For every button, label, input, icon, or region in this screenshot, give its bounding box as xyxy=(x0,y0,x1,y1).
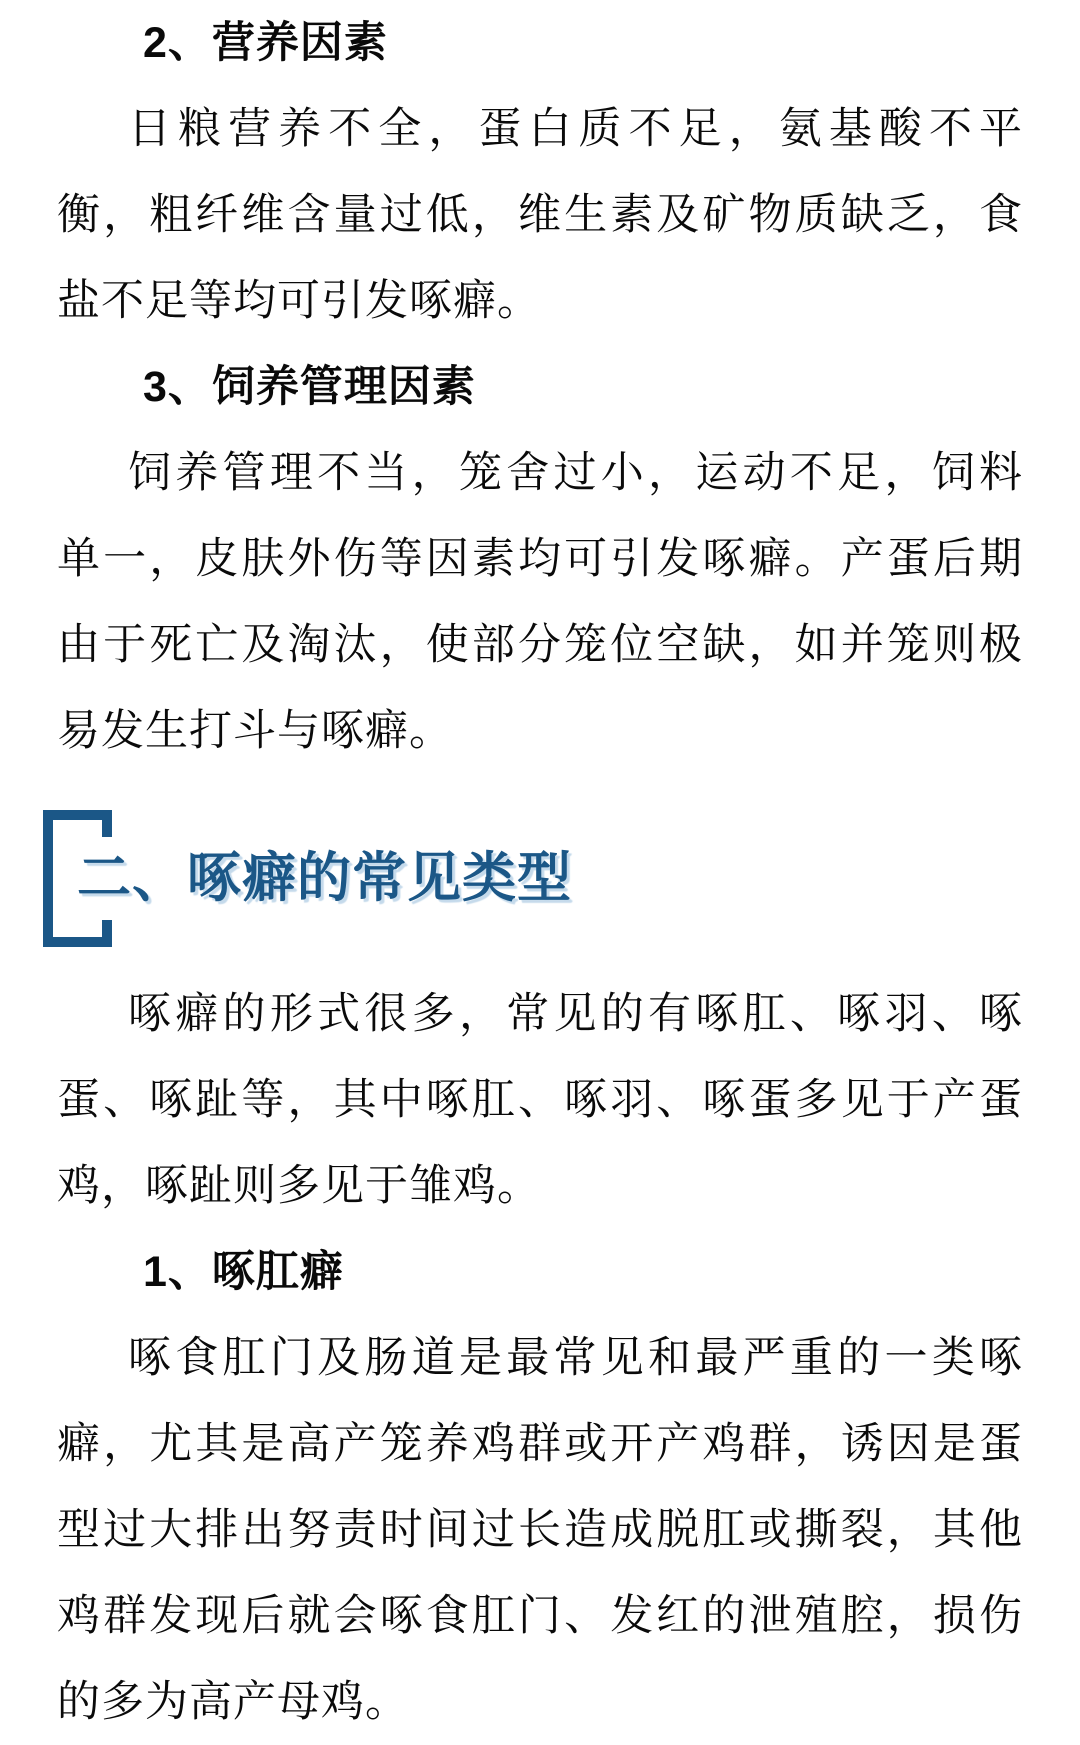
text-line: 饲养管理不当，笼舍过小，运动不足，饲料 xyxy=(128,449,1023,497)
text-line: 单一，皮肤外伤等因素均可引发啄癖。产蛋后期 xyxy=(57,535,1023,583)
text-line: 日粮营养不全，蛋白质不足，氨基酸不平 xyxy=(128,105,1023,153)
section-title-block xyxy=(57,810,1023,947)
text-line: 鸡，啄趾则多见于雏鸡。 xyxy=(57,1162,541,1210)
text-line: 型过大排出努责时间过长造成脱肛或撕裂，其他 xyxy=(57,1506,1023,1554)
subheading-management-factors: 3、饲养管理因素 xyxy=(143,363,476,411)
subheading-nutrition-factors: 2、营养因素 xyxy=(143,19,388,67)
paragraph-vent-pecking xyxy=(57,1315,1023,1745)
text-line: 啄癖的形式很多，常见的有啄肛、啄羽、啄 xyxy=(128,990,1023,1038)
text-line: 鸡群发现后就会啄食肛门、发红的泄殖腔，损伤 xyxy=(57,1592,1023,1640)
paragraph-nutrition xyxy=(57,86,1023,344)
paragraph-types xyxy=(57,971,1023,1229)
text-line: 癖，尤其是高产笼养鸡群或开产鸡群，诱因是蛋 xyxy=(57,1420,1023,1468)
text-line: 的多为高产母鸡。 xyxy=(57,1678,409,1726)
text-line: 衡，粗纤维含量过低，维生素及矿物质缺乏，食 xyxy=(57,191,1023,239)
paragraph-management xyxy=(57,430,1023,774)
subheading-vent-pecking: 1、啄肛癖 xyxy=(143,1248,344,1296)
text-line: 啄食肛门及肠道是最常见和最严重的一类啄 xyxy=(128,1334,1023,1382)
text-line: 蛋、啄趾等，其中啄肛、啄羽、啄蛋多见于产蛋 xyxy=(57,1076,1023,1124)
text-line: 易发生打斗与啄癖。 xyxy=(57,707,453,755)
text-line: 由于死亡及淘汰，使部分笼位空缺，如并笼则极 xyxy=(57,621,1023,669)
text-line: 盐不足等均可引发啄癖。 xyxy=(57,277,541,325)
section-title: 二、啄癖的常见类型 xyxy=(77,848,572,908)
